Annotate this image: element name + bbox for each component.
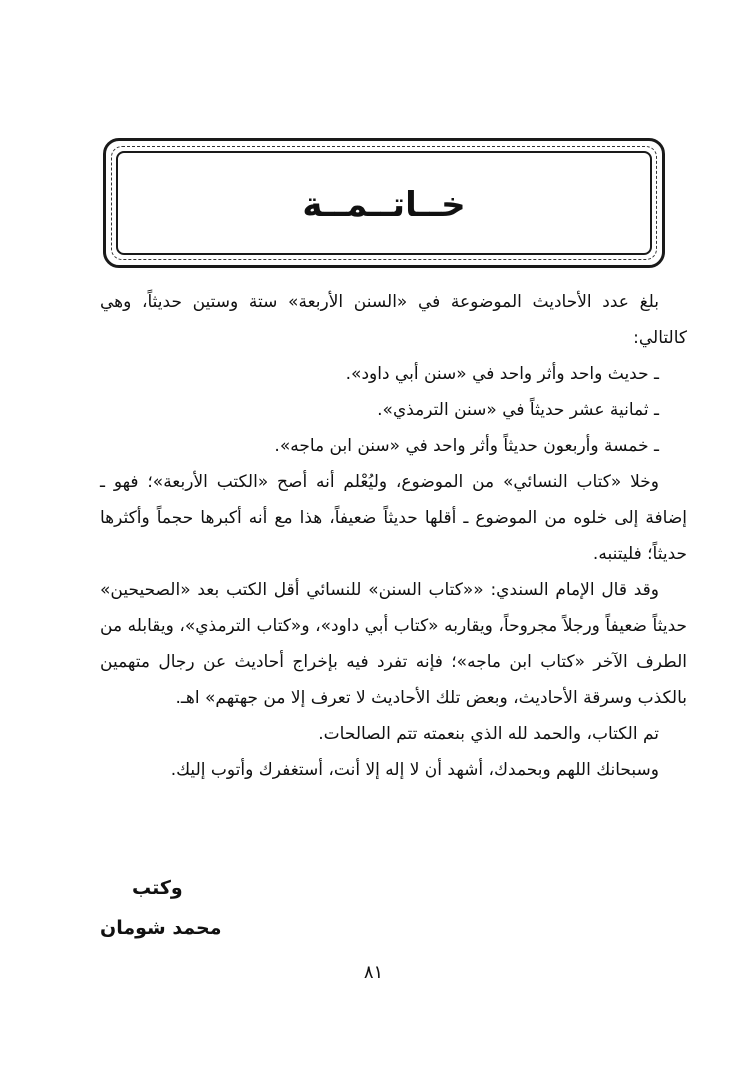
- hadith-count-list: [100, 356, 687, 464]
- body-text: [100, 284, 687, 788]
- page-number: ٨١: [363, 962, 384, 983]
- author-signature: [100, 868, 222, 948]
- list-item: ـ ثمانية عشر حديثاً في «سنن الترمذي».: [377, 400, 659, 420]
- list-item: ـ خمسة وأربعون حديثاً وأثر واحد في «سنن ابن ماجه».: [274, 436, 659, 456]
- title-frame: [103, 138, 665, 268]
- signature-wrote: وكتب: [132, 877, 183, 899]
- signature-author-name: محمد شومان: [100, 917, 222, 939]
- paragraph-sindi-quote: وقد قال الإمام السندي: ««كتاب السنن» للنسائي أقل الكتب بعد «الصحيحين» حديثاً ضعيفاً ورجلاً مجروحاً، ويقاربه «كتاب أبي داود»، و«كتاب الترمذي»، ويقابله من الطرف الآخر «كتاب ابن ماجه»؛ فإنه تفرد فيه بإخراج أحاديث عن رجال متهمين بالكذب وسرقة الأحاديث، وبعض تلك الأحاديث لا تعرف إلا من جهتهم» اهـ.: [100, 580, 687, 708]
- paragraph-closing: تم الكتاب، والحمد لله الذي بنعمته تتم الصالحات.: [318, 724, 659, 744]
- paragraph-nasai: وخلا «كتاب النسائي» من الموضوع، وليُعْلم أنه أصح «الكتب الأربعة»؛ فهو ـ إضافة إلى خلوه من الموضوع ـ أقلها حديثاً ضعيفاً، هذا مع أنه أكبرها حجماً وأكثرها حديثاً؛ فليتنبه.: [100, 472, 687, 564]
- page-title: خــاتــمــة: [302, 185, 466, 225]
- paragraph-supplication: وسبحانك اللهم وبحمدك، أشهد أن لا إله إلا أنت، أستغفرك وأتوب إليك.: [170, 760, 659, 780]
- paragraph-intro: بلغ عدد الأحاديث الموضوعة في «السنن الأربعة» ستة وستين حديثاً، وهي كالتالي:: [100, 292, 687, 348]
- list-item: ـ حديث واحد وأثر واحد في «سنن أبي داود».: [345, 364, 659, 384]
